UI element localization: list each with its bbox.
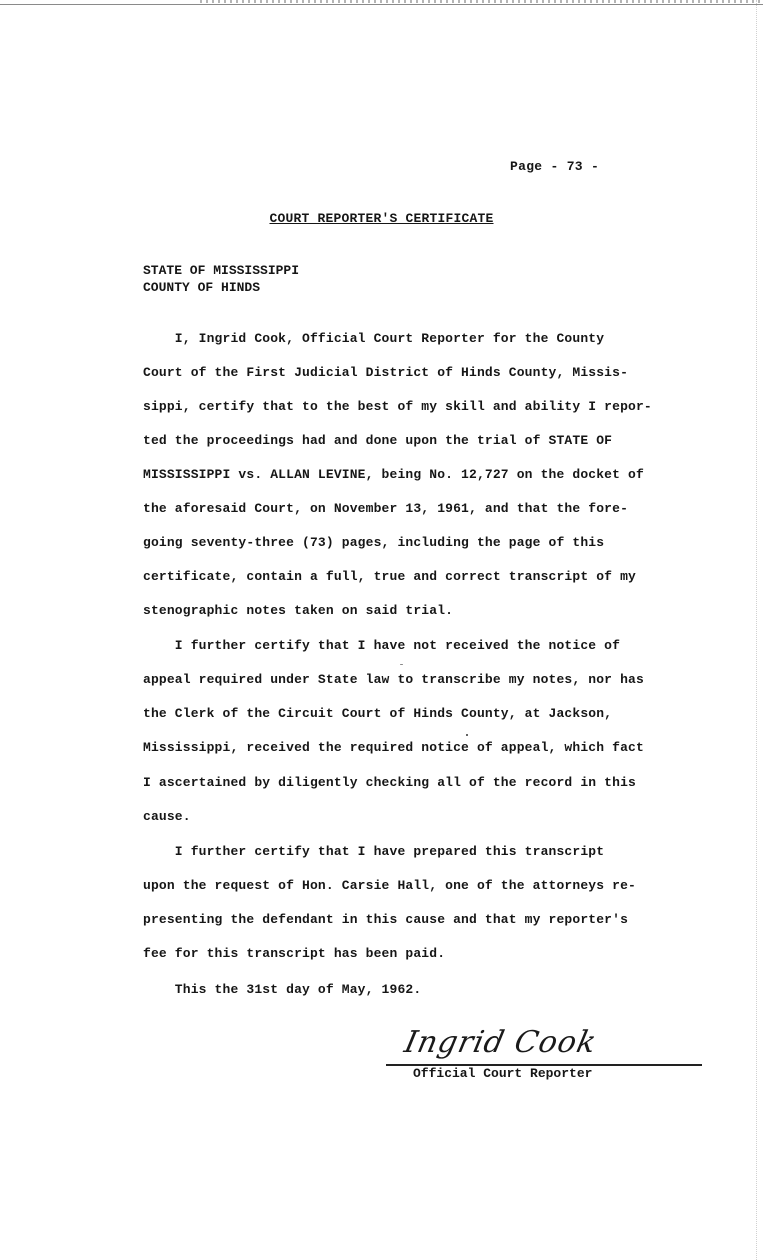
ink-speck xyxy=(466,734,468,736)
venue-county: COUNTY OF HINDS xyxy=(143,280,261,295)
handwritten-signature: Ingrid Cook xyxy=(401,1025,601,1060)
body-line: Mississippi, received the required notice of appeal, which fact xyxy=(143,740,644,755)
top-border-line xyxy=(0,4,763,5)
venue-state: STATE OF MISSISSIPPI xyxy=(143,263,300,278)
signature-caption: Official Court Reporter xyxy=(413,1066,593,1081)
body-line: appeal required under State law to transcribe my notes, nor has xyxy=(143,672,644,687)
body-line: going seventy-three (73) pages, including the page of this xyxy=(143,535,605,550)
venue-block xyxy=(143,262,299,296)
body-line: Court of the First Judicial District of Hinds County, Missis- xyxy=(143,365,629,380)
body-line: I, Ingrid Cook, Official Court Reporter for the County xyxy=(143,331,605,346)
body-line: fee for this transcript has been paid. xyxy=(143,946,446,961)
body-line: the aforesaid Court, on November 13, 1961, and that the fore- xyxy=(143,501,629,516)
body-line: This the 31st day of May, 1962. xyxy=(143,982,422,997)
body-line: I ascertained by diligently checking all of the record in this xyxy=(143,775,636,790)
body-line: I further certify that I have not received the notice of xyxy=(143,638,621,653)
body-line: stenographic notes taken on said trial. xyxy=(143,603,454,618)
body-line: upon the request of Hon. Carsie Hall, one of the attorneys re- xyxy=(143,878,636,893)
certificate-title: COURT REPORTER'S CERTIFICATE xyxy=(269,211,494,226)
body-line: the Clerk of the Circuit Court of Hinds County, at Jackson, xyxy=(143,706,613,721)
body-line: presenting the defendant in this cause and that my reporter's xyxy=(143,912,629,927)
page-number: Page - 73 - xyxy=(510,159,600,174)
body-line: ted the proceedings had and done upon the trial of STATE OF xyxy=(143,433,613,448)
ink-speck xyxy=(400,664,403,665)
body-line: sippi, certify that to the best of my skill and ability I repor- xyxy=(143,399,652,414)
page-right-edge xyxy=(756,0,757,1260)
body-line: cause. xyxy=(143,809,191,824)
top-border-dots xyxy=(200,0,763,3)
body-line: MISSISSIPPI vs. ALLAN LEVINE, being No. 12,727 on the docket of xyxy=(143,467,644,482)
body-line: certificate, contain a full, true and correct transcript of my xyxy=(143,569,636,584)
body-line: I further certify that I have prepared this transcript xyxy=(143,844,605,859)
